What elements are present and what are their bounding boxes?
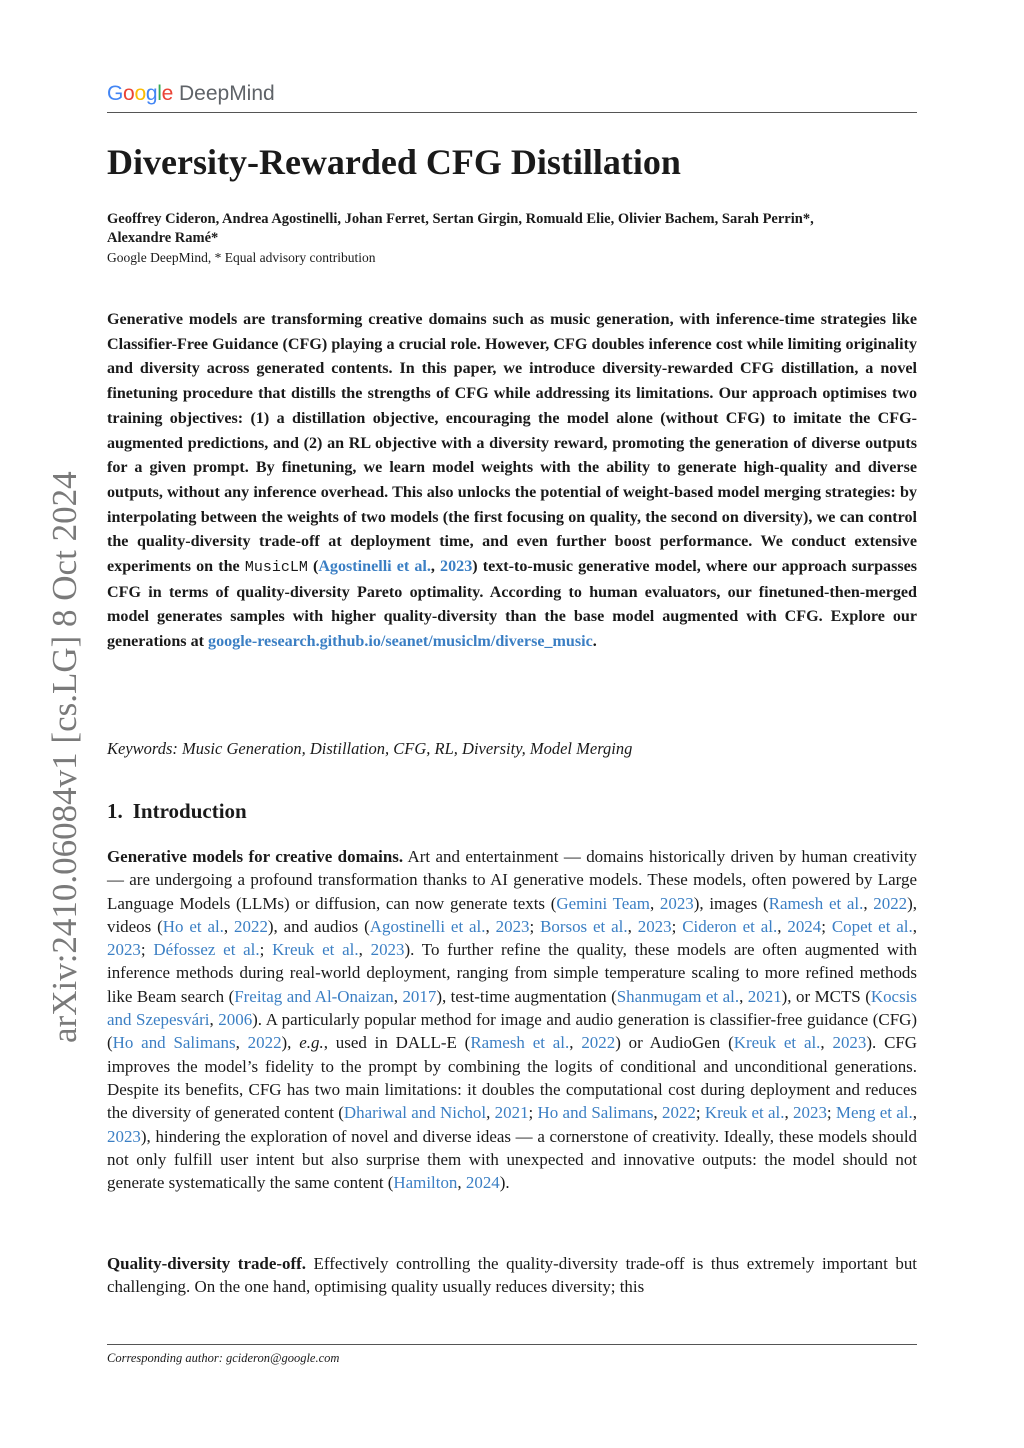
citation-link[interactable]: Kreuk et al. [272,940,359,960]
citation-year-link[interactable]: 2023 [495,916,530,936]
affiliation: Google DeepMind, * Equal advisory contribution [107,250,376,265]
citation-year-link[interactable]: 2022 [661,1103,696,1123]
citation-link[interactable]: Meng et al. [835,1103,913,1123]
citation-link[interactable]: Ramesh et al. [768,893,864,913]
arxiv-stamp: arXiv:2410.06084v1 [cs.LG] 8 Oct 2024 [45,471,84,1043]
citation-link[interactable]: Freitag and Al-Onaizan [234,986,394,1006]
citation-link[interactable]: Ho and Salimans [537,1103,654,1123]
citation-link[interactable]: Borsos et al. [540,916,628,936]
google-deepmind-logo [107,80,275,108]
citation-year-link[interactable]: 2021 [494,1103,529,1123]
intro-paragraph-1: Generative models for creative domains. Art and entertainment — domains historically driven by human creativity — are undergoing a profound transformation thanks to AI generative models. These models, often powered by Large Language Models (LLMs) or diffusion, can now generate texts (Gemini Team, 2023), images (Ramesh et al., 2022), videos (Ho et al., 2022), and audios (Agostinelli et al., 2023; Borsos et al., 2023; Cideron et al., 2024; Copet et al., 2023; Défossez et al.; Kreuk et al., 2023). To further refine the quality, these models are often augmented with inference methods during real-world deployment, ranging from simple temperature scaling to more refined methods like Beam search (Freitag and Al-Onaizan, 2017), test-time augmentation (Shanmugam et al., 2021), or MCTS (Kocsis and Szepesvári, 2006). A particularly popular method for image and audio generation is classifier-free guidance (CFG) (Ho and Salimans, 2022), e.g., used in DALL-E (Ramesh et al., 2022) or AudioGen (Kreuk et al., 2023). CFG improves the model’s fidelity to the prompt by combining the logits of conditional and unconditional generations. Despite its benefits, CFG has two main limitations: it doubles the computational cost during deployment and reduces the diversity of generated content (Dhariwal and Nichol, 2021; Ho and Salimans, 2022; Kreuk et al., 2023; Meng et al., 2023), hindering the exploration of novel and diverse ideas — a cornerstone of creativity. Ideally, these models should not only fulfill user intent but also surprise them with unexpected and innovative outputs: the model should not generate systematically the same content (Hamilton, 2024). [107,847,918,1193]
citation-link[interactable]: Agostinelli et al. [369,916,486,936]
model-name: MusicLM [244,559,308,577]
citation-link[interactable]: Gemini Team [556,893,650,913]
section-number: 1. [107,799,123,823]
citation-year-link[interactable]: 2023 [107,940,141,960]
citation-year-link[interactable]: 2023 [793,1103,827,1123]
citation-year-link[interactable]: 2023 [637,916,672,936]
citation-year-link[interactable]: 2006 [218,1010,253,1030]
citation-year-link[interactable]: 2023 [832,1033,867,1053]
keywords: Keywords: Music Generation, Distillation, CFG, RL, Diversity, Model Merging [107,739,633,758]
citation-link[interactable]: Copet et al. [831,916,913,936]
citation-link[interactable]: Kreuk et al. [733,1033,821,1053]
citation-year-link[interactable]: 2023 [107,1126,141,1146]
citation-year-link[interactable]: 2022 [581,1033,616,1053]
citation-link[interactable]: Agostinelli et al. [318,558,431,576]
section-title: Introduction [132,799,247,823]
abstract: Generative models are transforming creative domains such as music generation, with inference-time strategies like Classifier-Free Guidance (CFG) playing a crucial role. However, CFG doubles inference cost while limiting originality and diversity across generated contents. In this paper, we introduce diversity-rewarded CFG distillation, a novel finetuning procedure that distills the strengths of CFG while addressing its limitations. Our approach optimises two training objectives: (1) a distillation objective, encouraging the model alone (without CFG) to imitate the CFG-augmented predictions, and (2) an RL objective with a diversity reward, promoting the generation of diverse outputs for a given prompt. By finetuning, we learn model weights with the ability to generate high-quality and diverse outputs, without any inference overhead. This also unlocks the potential of weight-based model merging strategies: by interpolating between the weights of two models (the first focusing on quality, the second on diversity), we can control the quality-diversity trade-off at deployment time, and even further boost performance. We conduct extensive experiments on the MusicLM (Agostinelli et al., 2023) text-to-music generative model, where our approach surpasses CFG in terms of quality-diversity Pareto optimality. According to human evaluators, our finetuned-then-merged model generates samples with higher quality-diversity than the base model augmented with CFG. Explore our generations at google-research.github.io/seanet/musiclm/diverse_music. [107,311,918,651]
citation-year-link[interactable]: 2024 [465,1173,500,1193]
citation-link[interactable]: Kreuk et al. [704,1103,785,1123]
deepmind-wordmark: DeepMind [178,82,275,105]
corresponding-author-footnote: Corresponding author: gcideron@google.com [107,1351,340,1365]
footnote-rule [107,1344,917,1345]
citation-link[interactable]: Shanmugam et al. [616,986,740,1006]
citation-year-link[interactable]: 2022 [873,893,908,913]
citation-link[interactable]: Ho and Salimans [112,1033,236,1053]
section-heading-introduction [107,797,247,825]
citation-year-link[interactable]: 2023 [659,893,694,913]
citation-link[interactable]: Ramesh et al. [470,1033,570,1053]
header-rule [107,112,917,113]
google-wordmark: Google [107,82,173,105]
citation-year-link[interactable]: 2023 [370,940,405,960]
intro-paragraph-2: Quality-diversity trade-off. Effectively controlling the quality-diversity trade-off is thus extremely important but challenging. On the one hand, optimising quality usually reduces diversity; this [107,1254,917,1297]
citation-year-link[interactable]: 2022 [247,1033,282,1053]
citation-link[interactable]: Cideron et al. [682,916,778,936]
paragraph-lead: Generative models for creative domains. [107,847,404,866]
citation-year-link[interactable]: 2021 [747,986,782,1006]
project-url-link[interactable]: google-research.github.io/seanet/musiclm/diverse_music [208,633,593,651]
paragraph-lead: Quality-diversity trade-off. [107,1254,306,1273]
citation-link[interactable]: Défossez et al. [153,940,260,960]
citation-year-link[interactable]: 2022 [234,916,268,936]
citation-link[interactable]: Ho et al. [162,916,224,936]
citation-year-link[interactable]: 2023 [440,558,473,576]
paper-title: Diversity-Rewarded CFG Distillation [107,142,681,182]
citation-link[interactable]: Dhariwal and Nichol [343,1103,487,1123]
citation-year-link[interactable]: 2024 [787,916,822,936]
citation-year-link[interactable]: 2017 [402,986,437,1006]
citation-link[interactable]: Kocsis and Szepesvári [107,986,917,1030]
author-list: Geoffrey Cideron, Andrea Agostinelli, Johan Ferret, Sertan Girgin, Romuald Elie, Olivier Bachem, Sarah Perrin*, Alexandre Ramé* [107,211,814,246]
citation-link[interactable]: Hamilton [393,1173,458,1193]
